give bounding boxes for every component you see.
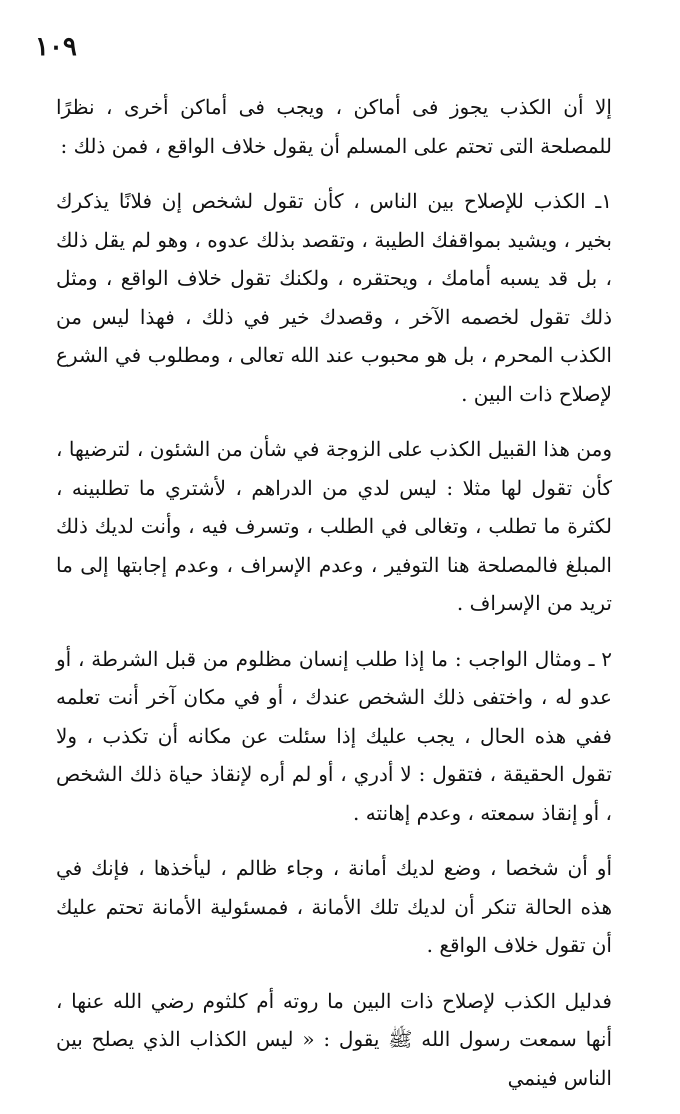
paragraph-trust-example: أو أن شخصا ، وضع لديك أمانة ، وجاء ظالم ، ليأخذها ، فإنك في هذه الحالة تنكر أن لديك تلك الأمانة ، فمسئولية الأمانة تحتم عليك أن تقول خلاف الواقع . — [56, 856, 612, 957]
paragraph-obligatory-example: ٢ ـ ومثال الواجب : ما إذا طلب إنسان مظلوم من قبل الشرطة ، أو عدو له ، واختفى ذلك الشخص عندك ، أو في مكان آخر أنت تعلمه ففي هذه الحال ، يجب عليك إذا سئلت عن مكانه أن تكذب ، ولا تقول الحقيقة ، فتقول : لا أدري ، أو لم أره لإنقاذ حياة ذلك الشخص ، أو إنقاذ سمعته ، وعدم إهانته . — [56, 646, 612, 825]
paragraph-wife-example: ومن هذا القبيل الكذب على الزوجة في شأن من الشئون ، لترضيها ، كأن تقول لها مثلا : ليس لدي من الدراهم ، لأشتري ما تطلبينه ، لكثرة ما تطلب ، وتغالى في الطلب ، وتسرف فيه ، وأنت لديك ذلك المبلغ فالمصلحة هنا التوفير ، وعدم الإسراف ، وعدم إجابتها إلى ما تريد من الإسراف . — [56, 437, 612, 615]
paragraph-reconciliation: ١ـ الكذب للإصلاح بين الناس ، كأن تقول لشخص إن فلانًا يذكرك بخير ، ويشيد بمواقفك الطيبة ، وتقصد بذلك عدوه ، وهو لم يقل ذلك ، بل قد يسبه أمامك ، ويحتقره ، ولكنك تقول خلاف الواقع ، ومثل ذلك تقول لخصمه الآخر ، وقصدك خير في ذلك ، فهذا ليس من الكذب المحرم ، بل هو محبوب عند الله تعالى ، ومطلوب في الشرع لإصلاح ذات البين . — [56, 189, 612, 406]
paragraph-intro: إلا أن الكذب يجوز فى أماكن ، ويجب فى أماكن أخرى ، نظرًا للمصلحة التى تحتم على المسلم أن يقول خلاف الواقع ، فمن ذلك : — [56, 95, 612, 158]
page-number: ١٠٩ — [35, 32, 77, 62]
paragraph-hadith-evidence: فدليل الكذب لإصلاح ذات البين ما روته أم كلثوم رضي الله عنها ، أنها سمعت رسول الله ﷺ يقول : « ليس الكذاب الذي يصلح بين الناس فينمي — [56, 988, 612, 1090]
page-body-text — [56, 88, 612, 1114]
